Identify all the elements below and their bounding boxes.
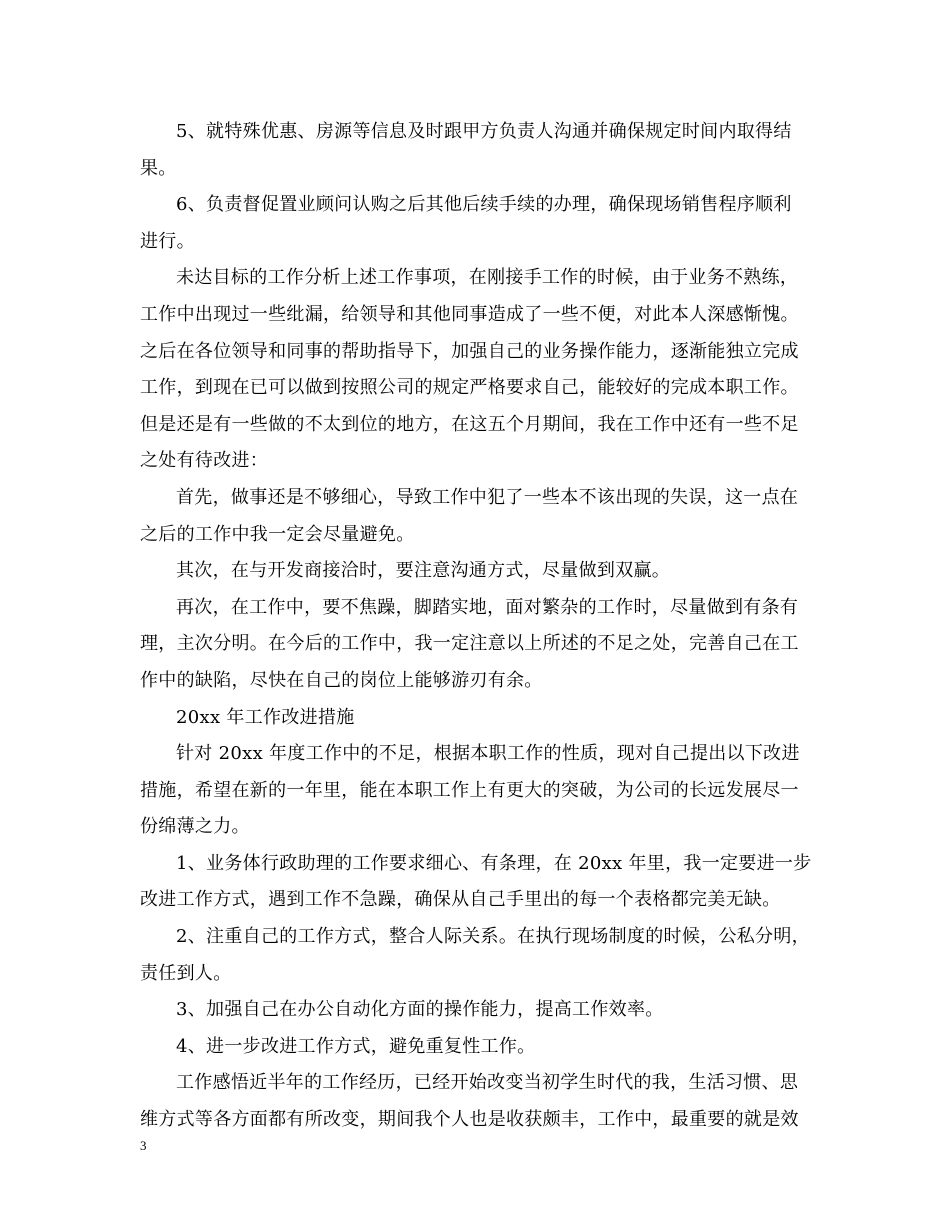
paragraph-line: 未达目标的工作分析上述工作事项，在刚接手工作的时候，由于业务不熟练， [176, 267, 799, 289]
paragraph-line: 3、加强自己在办公自动化方面的操作能力，提高工作效率。 [176, 999, 664, 1021]
paragraph-line: 之后在各位领导和同事的帮助指导下，加强自己的业务操作能力，逐渐能独立完成 [140, 340, 799, 362]
paragraph-line: 责任到人。 [140, 962, 232, 984]
paragraph [140, 480, 810, 553]
paragraph-line: 2、注重自己的工作方式，整合人际关系。在执行现场制度的时候，公私分明， [176, 926, 810, 948]
paragraph [140, 590, 810, 700]
paragraph-line: 20xx 年工作改进措施 [176, 706, 355, 728]
paragraph-line: 工作中出现过一些纰漏，给领导和其他同事造成了一些不便，对此本人深感惭愧。 [140, 303, 799, 325]
paragraph-line: 改进工作方式，遇到工作不急躁，确保从自己手里出的每一个表格都完美无缺。 [140, 889, 781, 911]
paragraph-line: 果。 [140, 157, 177, 179]
paragraph [140, 846, 810, 919]
paragraph [140, 260, 810, 480]
paragraph [140, 187, 810, 260]
paragraph-line: 针对 20xx 年度工作中的不足，根据本职工作的性质，现对自己提出以下改进 [176, 743, 800, 765]
paragraph-line: 之处有待改进： [140, 450, 269, 472]
paragraph-line: 理，主次分明。在今后的工作中，我一定注意以上所述的不足之处，完善自己在工 [140, 633, 799, 655]
paragraph-line: 首先，做事还是不够细心，导致工作中犯了一些本不该出现的失误，这一点在 [176, 486, 799, 508]
paragraph-line: 工作感悟近半年的工作经历，已经开始改变当初学生时代的我，生活习惯、思 [176, 1072, 799, 1094]
paragraph [140, 1029, 810, 1066]
paragraph-line: 6、负责督促置业顾问认购之后其他后续手续的办理，确保现场销售程序顺利 [176, 194, 792, 216]
paragraph-line: 措施，希望在新的一年里，能在本职工作上有更大的突破，为公司的长远发展尽一 [140, 779, 799, 801]
paragraph-line: 份绵薄之力。 [140, 816, 250, 838]
paragraph [140, 700, 810, 737]
paragraph-line: 进行。 [140, 230, 195, 252]
paragraph [140, 992, 810, 1029]
paragraph [140, 553, 810, 590]
paragraph [140, 1065, 810, 1138]
paragraph-line: 之后的工作中我一定会尽量避免。 [140, 523, 415, 545]
paragraph [140, 736, 810, 846]
paragraph-line: 但是还是有一些做的不太到位的地方，在这五个月期间，我在工作中还有一些不足 [140, 413, 799, 435]
paragraph-line: 5、就特殊优惠、房源等信息及时跟甲方负责人沟通并确保规定时间内取得结 [176, 121, 792, 142]
paragraph-line: 1、业务体行政助理的工作要求细心、有条理，在 20xx 年里，我一定要进一步 [176, 852, 812, 874]
paragraph [140, 919, 810, 992]
paragraph-line: 4、进一步改进工作方式，避免重复性工作。 [176, 1035, 536, 1057]
paragraph-line: 维方式等各方面都有所改变，期间我个人也是收获颇丰，工作中，最重要的就是效 [140, 1109, 799, 1131]
page-number: 3 [140, 1138, 147, 1153]
paragraph-line: 作中的缺陷，尽快在自己的岗位上能够游刃有余。 [140, 669, 543, 691]
paragraph-line: 工作，到现在已可以做到按照公司的规定严格要求自己，能较好的完成本职工作。 [140, 377, 799, 399]
document-body [140, 114, 810, 1139]
paragraph-line: 再次，在工作中，要不焦躁，脚踏实地，面对繁杂的工作时，尽量做到有条有 [176, 596, 799, 618]
paragraph-line: 其次，在与开发商接洽时，要注意沟通方式，尽量做到双赢。 [176, 560, 671, 582]
paragraph [140, 114, 810, 187]
